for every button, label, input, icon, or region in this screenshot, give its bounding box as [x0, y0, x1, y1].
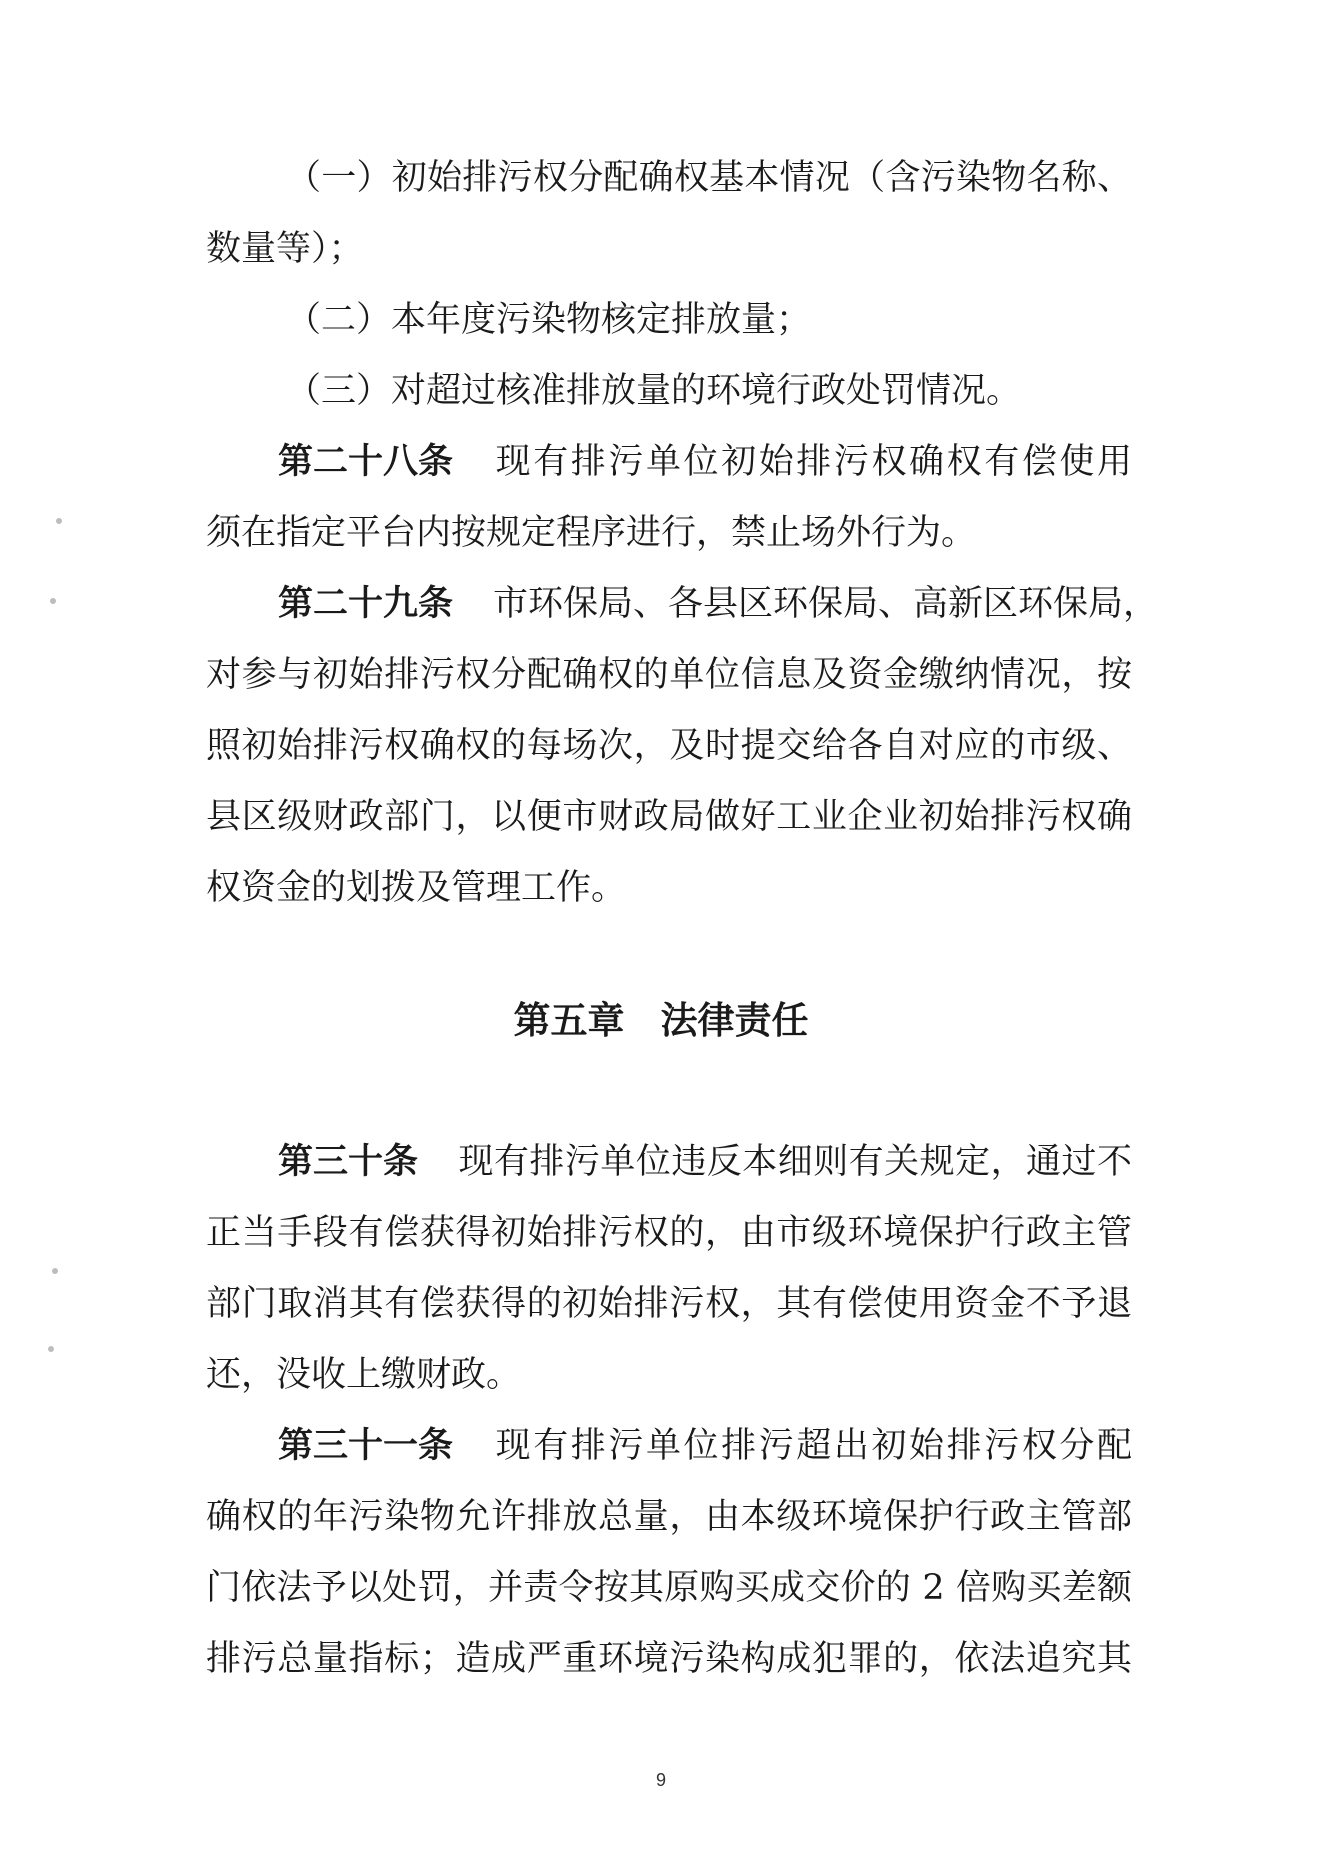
article-31-label: 第三十一条 — [278, 1425, 454, 1466]
article-30-text-1: 现有排污单位违反本细则有关规定，通过不 — [458, 1142, 1132, 1182]
item-1-line-1: （一）初始排污权分配确权基本情况（含污染物名称、 — [286, 158, 1132, 198]
article-30-line-4: 还，没收上缴财政。 — [206, 1355, 522, 1395]
article-29-line-4: 县区级财政部门，以便市财政局做好工业企业初始排污权确 — [206, 797, 1132, 837]
article-30-line-1 — [278, 1140, 1132, 1184]
article-29-line-2: 对参与初始排污权分配确权的单位信息及资金缴纳情况，按 — [206, 655, 1132, 695]
scan-speck — [50, 598, 56, 604]
chapter-heading — [0, 996, 1322, 1044]
article-31-text-1: 现有排污单位排污超出初始排污权分配 — [493, 1426, 1132, 1466]
item-2: （二）本年度污染物核定排放量； — [286, 300, 812, 340]
article-28-label: 第二十八条 — [278, 441, 454, 482]
chapter-number: 第五章 — [513, 998, 625, 1042]
page-number: 9 — [655, 1770, 666, 1790]
article-29-line-5: 权资金的划拨及管理工作。 — [206, 868, 627, 908]
chapter-title: 法律责任 — [660, 998, 809, 1042]
article-30-line-2: 正当手段有偿获得初始排污权的，由市级环境保护行政主管 — [206, 1213, 1132, 1253]
article-29-line-1 — [278, 582, 1159, 626]
scan-speck — [48, 1346, 54, 1352]
article-30-label: 第三十条 — [278, 1141, 419, 1182]
article-31-line-1 — [278, 1424, 1132, 1468]
article-29-line-3: 照初始排污权确权的每场次，及时提交给各自对应的市级、 — [206, 726, 1132, 766]
article-31-line-2: 确权的年污染物允许排放总量，由本级环境保护行政主管部 — [206, 1497, 1132, 1537]
article-31-line-4: 排污总量指标；造成严重环境污染构成犯罪的，依法追究其 — [206, 1639, 1132, 1679]
item-1-line-2: 数量等）； — [206, 229, 364, 269]
article-28-line-2: 须在指定平台内按规定程序进行，禁止场外行为。 — [206, 513, 977, 553]
scan-speck — [56, 518, 62, 524]
article-29-text-1: 市环保局、各县区环保局、高新区环保局， — [493, 584, 1159, 624]
scan-speck — [52, 1268, 58, 1274]
article-28-line-1 — [278, 440, 1132, 484]
item-3: （三）对超过核准排放量的环境行政处罚情况。 — [286, 371, 1022, 411]
article-29-label: 第二十九条 — [278, 583, 454, 624]
article-28-text-1: 现有排污单位初始排污权确权有偿使用 — [493, 442, 1132, 482]
article-30-line-3: 部门取消其有偿获得的初始排污权，其有偿使用资金不予退 — [206, 1284, 1132, 1324]
article-31-line-3: 门依法予以处罚，并责令按其原购买成交价的 2 倍购买差额 — [206, 1568, 1132, 1608]
